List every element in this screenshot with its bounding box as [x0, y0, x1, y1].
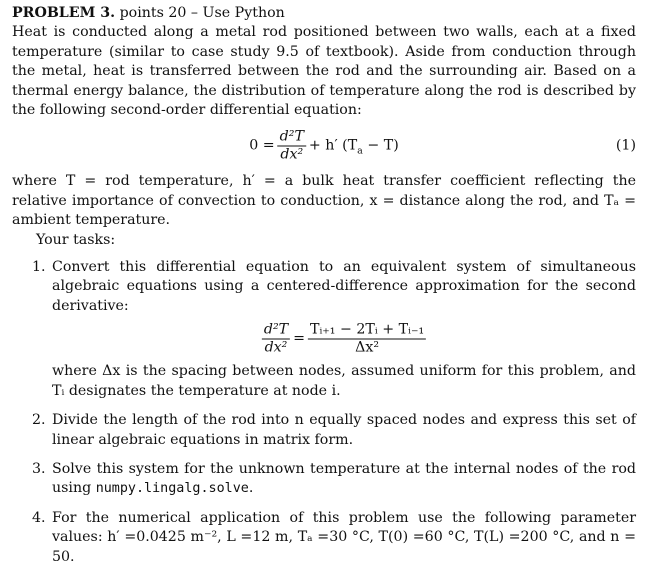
- definitions-paragraph: where T = rod temperature, h′ = a bulk heat transfer coefficient reflecting the relative importance of convection to conduction, x = distance along the rod, and Tₐ = ambient temperature.: [12, 173, 636, 229]
- equation-1-lhs: 0 =: [249, 137, 275, 154]
- tasks-intro: Your tasks:: [36, 231, 116, 248]
- equation-1-fraction: [278, 129, 306, 164]
- equation-1-plus: + h′ (T: [308, 137, 358, 154]
- problem-heading: [12, 4, 636, 23]
- task-1-equals: =: [293, 330, 305, 347]
- problem-label: PROBLEM 3.: [12, 5, 116, 21]
- task-1-lhs-fraction: [262, 322, 290, 357]
- task-2-text: Divide the length of the rod into n equally spaced nodes and express this set of linear algebraic equations in matrix form.: [52, 412, 636, 448]
- task-1-rhs-fraction: [308, 322, 426, 357]
- equation-1-subscript: a: [357, 145, 363, 157]
- equation-1-numerator: d²T: [279, 128, 304, 145]
- task-1-number: 1.: [32, 259, 46, 276]
- intro-paragraph: Heat is conducted along a metal rod positioned between two walls, each at a fixed temperature (similar to case study 9.5 of textbook). Aside from conduction through the metal, heat is transferred between the rod and the surrounding air. Based on a thermal energy balance, the distribution of temperature along the rod is described by the following second-order differential equation:: [12, 24, 636, 119]
- task-3: [12, 460, 636, 499]
- problem-document: [12, 4, 636, 577]
- task-1: [12, 258, 636, 401]
- equation-1-denominator: dx²: [280, 146, 304, 163]
- equation-1-body: [249, 129, 399, 164]
- task-1-equation-body: [259, 322, 429, 357]
- task-1-equation: [52, 316, 636, 362]
- task-4-number: 4.: [32, 509, 46, 526]
- task-3-number: 3.: [32, 460, 46, 477]
- tasks-list: [12, 258, 636, 567]
- equation-1-tail: − T): [362, 137, 399, 154]
- task-2: [12, 411, 636, 450]
- task-1-lhs-numerator: d²T: [263, 321, 289, 338]
- task-1-text: Convert this differential equation to an equivalent system of simultaneous algebraic equations using a centered-difference approximation for the second derivative:: [52, 259, 636, 314]
- task-3-text-before: Solve this system for the unknown temperature at the internal nodes of the rod using: [52, 460, 636, 497]
- task-3-text: [52, 460, 636, 499]
- equation-1-convection: [309, 137, 399, 156]
- problem-meta: points 20 – Use Python: [119, 5, 285, 21]
- task-1-rhs-numerator: Tᵢ₊₁ − 2Tᵢ + Tᵢ₋₁: [309, 321, 425, 338]
- task-1-lhs-denominator: dx²: [264, 339, 288, 356]
- equation-1: [12, 120, 636, 172]
- task-2-number: 2.: [32, 412, 46, 429]
- task-3-code: numpy.lingalg.solve: [95, 481, 249, 497]
- task-3-text-after: .: [248, 480, 254, 497]
- task-4-text: For the numerical application of this problem use the following parameter values: h′ =0.0425 m⁻², L =12 m, Tₐ =30 °C, T(0) =60 °C, T(L) =200 °C, and n = 50.: [52, 509, 636, 565]
- task-1-after: where Δx is the spacing between nodes, assumed uniform for this problem, and Tᵢ designates the temperature at node i.: [52, 363, 636, 399]
- equation-1-number: (1): [615, 137, 636, 154]
- task-1-rhs-denominator: Δx²: [355, 339, 380, 356]
